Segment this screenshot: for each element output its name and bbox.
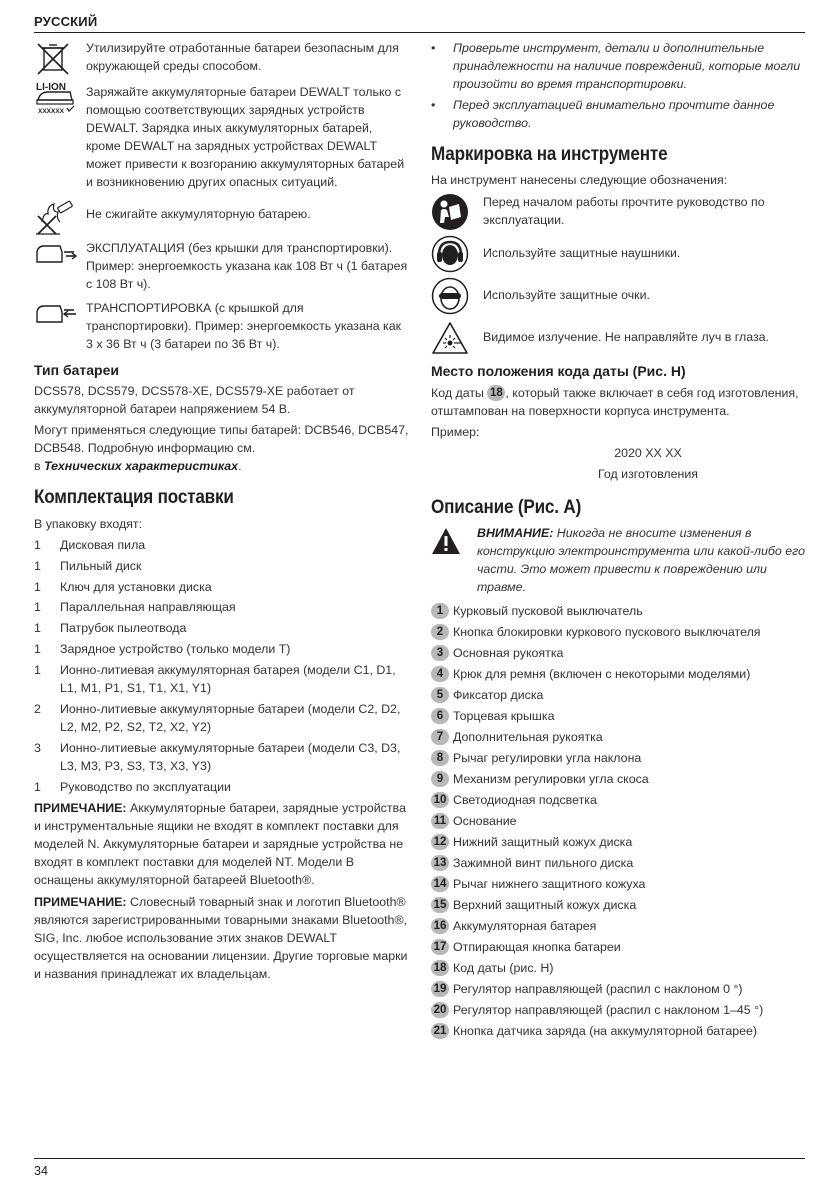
part-label: Регулятор направляющей (распил с наклоном 0 °) (453, 981, 743, 996)
note-text: Словесный товарный знак и логотип Bluetooth® являются зарегистрированными товарными знаками Bluetooth®, SIG, Inc. любое использование этих знаков DEWALT осуществляется на основании лицензии. Другие торговые марки и названия принадлежат их владельцам. (34, 895, 408, 982)
item-quantity: 2 (34, 702, 41, 717)
item-text: Ключ для установки диска (60, 579, 212, 594)
item-text: Ионно-литиевые аккумуляторные батареи (модели C2, D2, L2, M2, P2, S2, T2, X2, Y2) (60, 702, 401, 735)
list-item (431, 897, 805, 915)
part-label: Кнопка датчика заряда (на аккумуляторной батарее) (453, 1023, 758, 1038)
list-item (431, 981, 805, 999)
item-quantity: 1 (34, 558, 41, 573)
warning-label: ВНИМАНИЕ: (477, 526, 554, 541)
example-label: Пример: (431, 424, 480, 439)
item-text: Ионно-литиевая аккумуляторная батарея (модели C1, D1, L1, M1, P1, S1, T1, X1, Y1) (60, 663, 396, 696)
ear-protection-icon (431, 235, 469, 273)
part-label: Рычаг регулировки угла наклона (453, 751, 642, 766)
list-item (431, 918, 805, 936)
eye-protection-icon (431, 277, 469, 315)
list-item (34, 779, 409, 797)
charger-model-label: XXXXXX (38, 107, 65, 115)
symbol-text: ТРАНСПОРТИРОВКА (с крышкой для транспортировки). Пример: энергоемкость указана как 3 x 36 Вт ч (3 батареи по 36 Вт ч). (86, 300, 402, 351)
part-number-badge: 1 (431, 603, 449, 619)
part-number-badge: 5 (431, 687, 449, 703)
part-label: Дополнительная рукоятка (453, 730, 603, 745)
battery-symbol-row (34, 240, 409, 294)
part-label: Отпирающая кнопка батареи (453, 939, 621, 954)
list-item (431, 624, 805, 642)
item-text: Пильный диск (60, 558, 142, 573)
battery-type-paragraph (34, 422, 409, 476)
list-item (431, 876, 805, 894)
part-number-badge: 4 (431, 666, 449, 682)
kit-note (34, 800, 409, 890)
part-number-badge: 9 (431, 771, 449, 787)
symbol-text: Заряжайте аккумуляторные батареи DEWALT только с помощью соответствующих зарядных устройств DEWALT. Зарядка иных аккумуляторных батарей, кроме DEWALT на зарядных устройствах DEWALT может привести к возгоранию аккумуляторных батарей и возникновению других опасных ситуаций. (86, 84, 405, 189)
item-quantity: 1 (34, 642, 41, 657)
warning-block (431, 525, 805, 597)
item-text: Руководство по эксплуатации (60, 780, 231, 795)
warning-triangle-icon (431, 527, 467, 561)
part-label: Крюк для ремня (включен с некоторыми моделями) (453, 667, 751, 682)
battery-type-text: Могут применяться следующие типы батарей: DCB546, DCB547, DCB548. Подробную информацию см. (34, 423, 409, 456)
list-item (34, 740, 409, 776)
parts-list (431, 603, 805, 1041)
item-quantity: 1 (34, 579, 41, 594)
item-quantity: 1 (34, 780, 41, 795)
kit-intro: В упаковку входят: (34, 516, 143, 531)
battery-type-prefix: в (34, 459, 45, 474)
part-number-badge: 6 (431, 708, 449, 724)
li-ion-label: LI-ION (36, 82, 66, 92)
part-number-badge: 14 (431, 876, 449, 892)
part-label: Аккумуляторная батарея (453, 918, 597, 933)
usage-battery-icon (34, 242, 78, 286)
part-number-badge: 7 (431, 729, 449, 745)
list-item (431, 666, 805, 684)
battery-type-heading: Тип батареи (34, 361, 119, 378)
battery-symbol-row (34, 40, 409, 92)
footer-divider (34, 1158, 805, 1159)
list-item (34, 641, 409, 659)
marking-row (431, 277, 805, 315)
list-item (431, 1002, 805, 1020)
item-text: Патрубок пылеотвода (60, 621, 187, 636)
part-number-badge: 13 (431, 855, 449, 871)
part-number-badge: 19 (431, 981, 449, 997)
transport-battery-icon (34, 302, 78, 346)
part-number-badge: 17 (431, 939, 449, 955)
list-item: • Перед эксплуатацией внимательно прочтите данное руководство. (431, 97, 805, 133)
part-number-badge: 16 (431, 918, 449, 934)
markings-heading: Маркировка на инструменте (431, 143, 668, 165)
part-number-badge: 2 (431, 624, 449, 640)
date-code-heading: Место положения кода даты (Рис. H) (431, 363, 686, 380)
read-manual-icon (431, 193, 469, 231)
marking-text: Перед началом работы прочтите руководство по эксплуатации. (483, 195, 765, 228)
note-text: Аккумуляторные батареи, зарядные устройства и инструментальные ящики не входят в комплект поставки для моделей N. Аккумуляторные батареи и зарядные устройства не входят в комплект поставки для моделей NT. Модели B оснащены аккумуляторной батареей Bluetooth®. (34, 801, 406, 888)
list-item (431, 603, 805, 621)
part-label: Верхний защитный кожух диска (453, 897, 637, 912)
part-number-badge: 20 (431, 1002, 449, 1018)
list-item (431, 708, 805, 726)
marking-row (431, 319, 805, 357)
part-number-badge: 18 (487, 385, 505, 401)
note-label: ПРИМЕЧАНИЕ: (34, 801, 127, 816)
laser-warning-icon (431, 319, 469, 357)
list-item (34, 599, 409, 617)
part-label: Механизм регулировки угла скоса (453, 772, 649, 787)
list-item (431, 960, 805, 978)
part-label: Курковый пусковой выключатель (453, 604, 643, 619)
left-column (34, 40, 409, 987)
part-label: Рычаг нижнего защитного кожуха (453, 876, 646, 891)
kit-list (34, 537, 409, 798)
part-label: Основание (453, 814, 517, 828)
bullet-list (431, 40, 805, 133)
list-item (34, 537, 409, 555)
item-quantity: 3 (34, 741, 41, 756)
item-quantity: 1 (34, 537, 41, 552)
marking-row (431, 235, 805, 273)
list-item (431, 939, 805, 957)
marking-text: Используйте защитные очки. (483, 288, 650, 303)
list-item (34, 662, 409, 698)
symbol-text: Не сжигайте аккумуляторную батарею. (86, 206, 311, 221)
tech-specs-reference: Технических характеристиках (44, 459, 239, 474)
part-number-badge: 21 (431, 1023, 449, 1039)
list-item (431, 813, 805, 831)
part-number-badge: 11 (431, 813, 449, 829)
part-label: Код даты (рис. H) (453, 960, 554, 975)
battery-symbol-row (34, 300, 409, 354)
marking-text: Видимое излучение. Не направляйте луч в глаза. (483, 330, 769, 345)
list-item (431, 792, 805, 810)
kit-heading: Комплектация поставки (34, 487, 234, 508)
charger-icon (34, 86, 78, 130)
part-label: Светодиодная подсветка (453, 793, 597, 808)
list-item: • Проверьте инструмент, детали и дополнительные принадлежности на наличие повреждений, которые могли произойти во время транспортировки. (431, 40, 805, 94)
part-number-badge: 18 (431, 960, 449, 976)
list-item (34, 620, 409, 638)
list-item (431, 687, 805, 705)
page-number: 34 (34, 1164, 48, 1178)
part-number-badge: 10 (431, 792, 449, 808)
symbol-text: Утилизируйте отработанные батареи безопасным для окружающей среды способом. (86, 41, 399, 73)
item-text: Ионно-литиевые аккумуляторные батареи (модели C3, D3, L3, M3, P3, S3, T3, X3, Y3) (60, 741, 401, 774)
warning-text: Никогда не вносите изменения в конструкцию электроинструмента или какой-либо его части. Это может привести к повреждению или травме. (477, 526, 805, 595)
description-heading: Описание (Рис. A) (431, 496, 582, 518)
marking-row (431, 193, 805, 231)
item-quantity: 1 (34, 600, 41, 615)
part-label: Фиксатор диска (453, 688, 544, 703)
list-item (34, 558, 409, 576)
list-item (431, 1023, 805, 1041)
symbol-text: ЭКСПЛУАТАЦИЯ (без крышки для транспортировки). Пример: энергоемкость указана как 108 Вт ч (1 батарея с 108 Вт ч). (86, 240, 408, 291)
list-item (431, 729, 805, 747)
item-text: Зарядное устройство (только модели T) (60, 642, 291, 657)
note-label: ПРИМЕЧАНИЕ: (34, 895, 127, 910)
no-fire-icon (34, 200, 78, 244)
part-label: Регулятор направляющей (распил с наклоном 1–45 °) (453, 1002, 764, 1017)
item-quantity: 1 (34, 663, 41, 678)
part-label: Кнопка блокировки куркового пускового выключателя (453, 625, 761, 640)
item-text: Параллельная направляющая (60, 600, 236, 615)
language-label: РУССКИЙ (34, 14, 98, 29)
list-item (431, 834, 805, 852)
list-item (431, 750, 805, 768)
part-label: Торцевая крышка (453, 709, 555, 724)
item-text: Дисковая пила (60, 537, 146, 552)
part-number-badge: 12 (431, 834, 449, 850)
right-column (431, 40, 805, 1044)
item-quantity: 1 (34, 621, 41, 636)
battery-symbol-row (34, 84, 409, 192)
example-value: 2020 XX XX (614, 445, 682, 460)
part-label: Нижний защитный кожух диска (453, 834, 633, 849)
part-label: Основная рукоятка (453, 646, 564, 661)
header-divider (34, 32, 805, 33)
list-item (431, 771, 805, 789)
part-number-badge: 3 (431, 645, 449, 661)
date-code-text: Код даты 18 , который также включает в себя год изготовления, отштампован на поверхности корпуса инструмента. (431, 385, 799, 418)
list-item (34, 579, 409, 597)
example-caption: Год изготовления (598, 466, 698, 481)
list-item (34, 701, 409, 737)
crossed-bin-icon (34, 42, 78, 92)
list-item (431, 645, 805, 663)
part-number-badge: 15 (431, 897, 449, 913)
markings-intro: На инструмент нанесены следующие обозначения: (431, 173, 728, 188)
part-number-badge: 8 (431, 750, 449, 766)
marking-text: Используйте защитные наушники. (483, 246, 681, 261)
list-item (431, 855, 805, 873)
part-label: Зажимной винт пильного диска (453, 855, 634, 870)
battery-symbol-row (34, 198, 409, 234)
kit-note (34, 894, 409, 984)
battery-type-suffix: . (238, 459, 242, 474)
battery-type-paragraph: DCS578, DCS579, DCS578-XE, DCS579-XE работает от аккумуляторной батареи напряжением 54 В. (34, 384, 355, 417)
